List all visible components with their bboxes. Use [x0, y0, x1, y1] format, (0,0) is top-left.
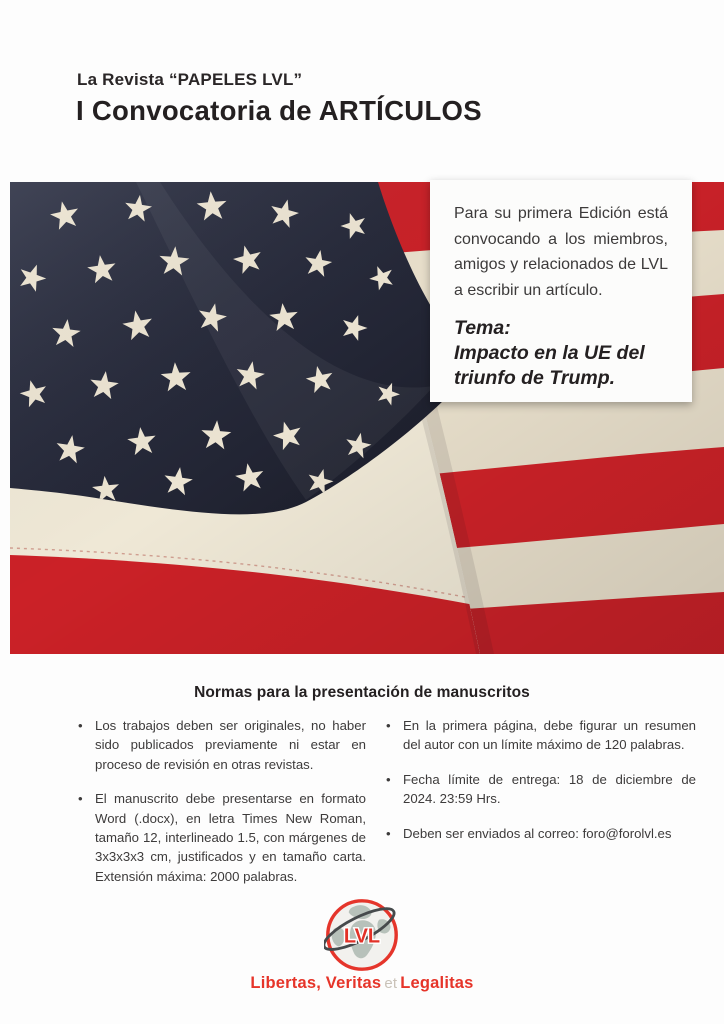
motto-left: Libertas, Veritas	[250, 974, 382, 992]
motto-right: Legalitas	[400, 974, 474, 992]
guideline-item-originality: • Los trabajos deben ser originales, no haber sido publicados previamente ni estar en proceso de revisión en otras revistas.	[78, 716, 366, 774]
topic-card	[430, 180, 692, 402]
guidelines-columns	[78, 716, 696, 901]
topic-block	[454, 316, 668, 390]
guideline-item-format: • El manuscrito debe presentarse en formato Word (.docx), en letra Times New Roman, tamaño 12, interlineado 1.5, con márgenes de 3x3x3x3 cm, justificados y en tamaño carta. Extensión máxima: 2000 palabras.	[78, 789, 366, 886]
footer	[0, 897, 724, 993]
topic-text: Impacto en la UE del triunfo de Trump.	[454, 342, 645, 389]
bullet-icon: •	[386, 825, 391, 841]
magazine-kicker: La Revista “PAPELES LVL”	[77, 70, 303, 89]
page-title: I Convocatoria de ARTÍCULOS	[76, 95, 482, 126]
call-intro-text: Para su primera Edición está convocando a los miembros, amigos y relacionados de LVL a escribir un artículo.	[454, 205, 668, 299]
motto	[250, 974, 473, 993]
guideline-item-abstract: • En la primera página, debe figurar un resumen del autor con un límite máximo de 120 palabras.	[386, 716, 696, 755]
lvl-globe-logo	[324, 897, 400, 973]
topic-label: Tema:	[454, 317, 511, 340]
guidelines-heading: Normas para la presentación de manuscritos	[194, 684, 530, 701]
guideline-item-email: • Deben ser enviados al correo: foro@forolvl.es	[386, 824, 696, 843]
motto-et: et	[384, 975, 398, 992]
guidelines-column-right	[386, 716, 696, 901]
bullet-icon: •	[386, 718, 391, 733]
logo-acronym-text: LVL	[343, 925, 381, 948]
guidelines-column-left	[78, 716, 366, 901]
guideline-item-deadline: • Fecha límite de entrega: 18 de diciembre de 2024. 23:59 Hrs.	[386, 770, 696, 809]
bullet-icon: •	[386, 771, 391, 787]
bullet-icon: •	[78, 791, 83, 807]
bullet-icon: •	[78, 718, 83, 733]
